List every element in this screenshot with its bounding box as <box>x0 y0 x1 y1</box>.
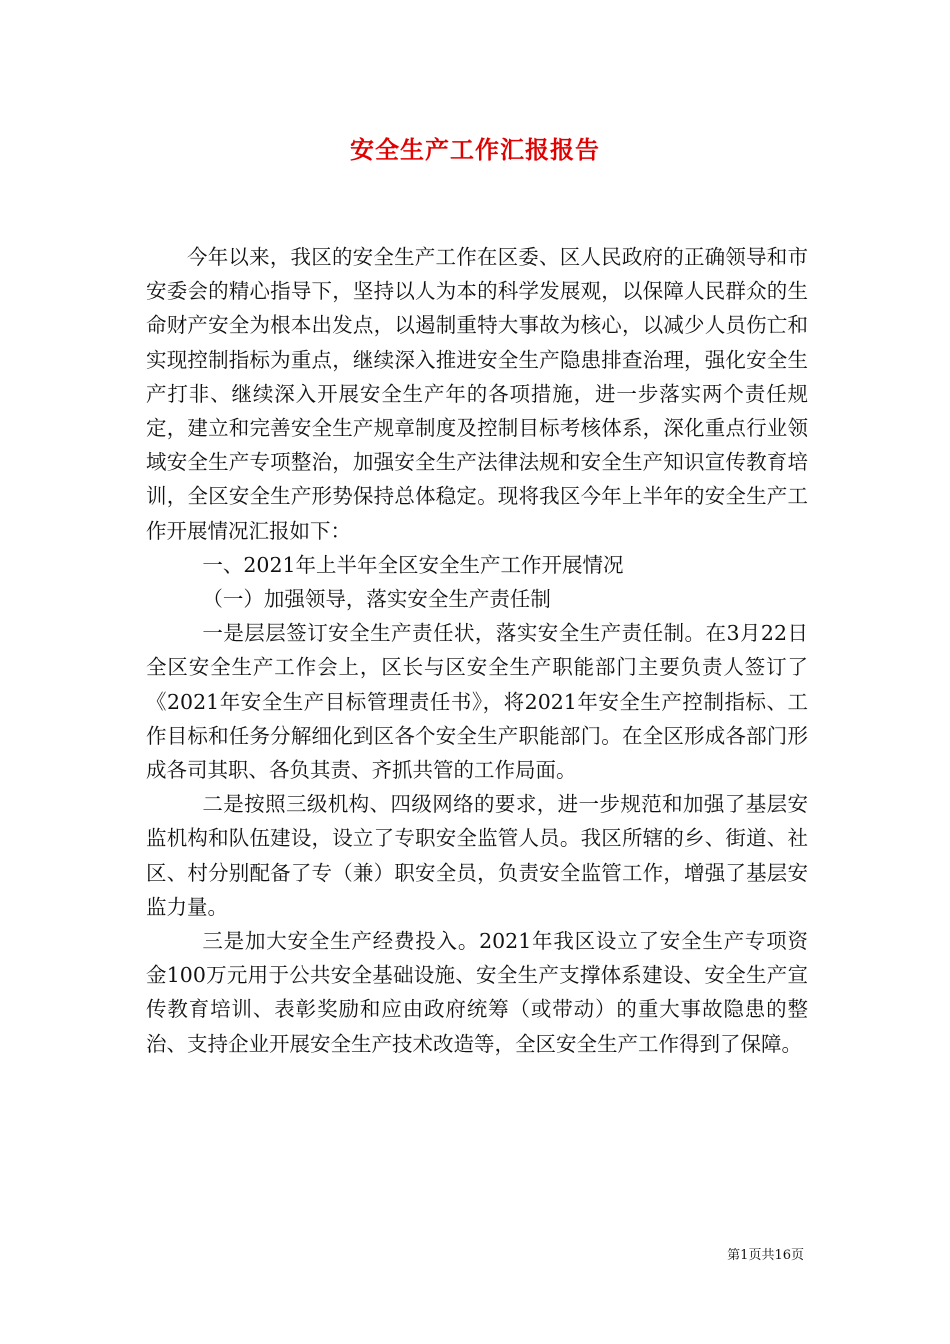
section-heading: 一、2021年上半年全区安全生产工作开展情况 <box>202 552 624 577</box>
subsection-heading: （一）加强领导，落实安全生产责任制 <box>202 587 551 612</box>
document-body <box>146 240 808 1061</box>
paragraph-intro: 今年以来，我区的安全生产工作在区委、区人民政府的正确领导和市安委会的精心指导下，坚持以人为本的科学发展观，以保障人民群众的生命财产安全为根本出发点，以遏制重特大事故为核心，以减少人员伤亡和实现控制指标为重点，继续深入推进安全生产隐患排查治理，强化安全生产打非、继续深入开展安全生产年的各项措施，进一步落实两个责任规定，建立和完善安全生产规章制度及控制目标考核体系，深化重点行业领域安全生产专项整治，加强安全生产法律法规和安全生产知识宣传教育培训，全区安全生产形势保持总体稳定。现将我区今年上半年的安全生产工作开展情况汇报如下： <box>146 245 808 543</box>
paragraph-2: 二是按照三级机构、四级网络的要求，进一步规范和加强了基层安监机构和队伍建设，设立了专职安全监管人员。我区所辖的乡、街道、社区、村分别配备了专（兼）职安全员，负责安全监管工作，增强了基层安监力量。 <box>146 792 808 919</box>
paragraph-1: 一是层层签订安全生产责任状，落实安全生产责任制。在3月22日全区安全生产工作会上，区长与区安全生产职能部门主要负责人签订了《2021年安全生产目标管理责任书》，将2021年安全生产控制指标、工作目标和任务分解细化到区各个安全生产职能部门。在全区形成各部门形成各司其职、各负其责、齐抓共管的工作局面。 <box>146 621 808 783</box>
paragraph-3: 三是加大安全生产经费投入。2021年我区设立了安全生产专项资金100万元用于公共安全基础设施、安全生产支撑体系建设、安全生产宣传教育培训、表彰奖励和应由政府统筹（或带动）的重大事故隐患的整治、支持企业开展安全生产技术改造等，全区安全生产工作得到了保障。 <box>146 929 808 1056</box>
document-title: 安全生产工作汇报报告 <box>350 135 600 164</box>
page-number: 第1页共16页 <box>727 1248 804 1263</box>
